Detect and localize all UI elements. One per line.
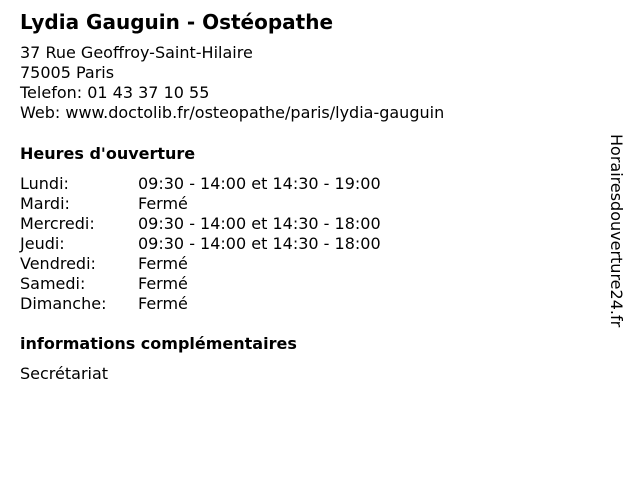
additional-info-heading: informations complémentaires <box>20 334 297 353</box>
hours-day-label: Mardi: <box>20 194 70 213</box>
hours-day-label: Jeudi: <box>20 234 65 253</box>
hours-day-label: Lundi: <box>20 174 69 193</box>
hours-time-value: Fermé <box>138 274 188 293</box>
hours-day-label: Vendredi: <box>20 254 96 273</box>
opening-hours-heading: Heures d'ouverture <box>20 144 196 163</box>
phone-number: Telefon: 01 43 37 10 55 <box>20 83 210 102</box>
hours-time-value: 09:30 - 14:00 et 14:30 - 18:00 <box>138 214 381 233</box>
additional-info-text: Secrétariat <box>20 364 109 383</box>
hours-time-value: 09:30 - 14:00 et 14:30 - 19:00 <box>138 174 381 193</box>
street-address: 37 Rue Geoffroy-Saint-Hilaire <box>20 43 253 62</box>
city-postcode: 75005 Paris <box>20 63 115 82</box>
hours-time-value: Fermé <box>138 294 188 313</box>
hours-time-value: 09:30 - 14:00 et 14:30 - 18:00 <box>138 234 381 253</box>
site-watermark: Horairesdouverture24.fr <box>607 134 626 328</box>
hours-time-value: Fermé <box>138 254 188 273</box>
hours-time-value: Fermé <box>138 194 188 213</box>
contact-details <box>20 43 444 123</box>
website-url: Web: www.doctolib.fr/osteopathe/paris/lydia-gauguin <box>20 103 445 122</box>
page-title: Lydia Gauguin - Ostéopathe <box>20 10 334 34</box>
hours-day-label: Mercredi: <box>20 214 95 233</box>
hours-day-label: Dimanche: <box>20 294 107 313</box>
hours-day-label: Samedi: <box>20 274 86 293</box>
